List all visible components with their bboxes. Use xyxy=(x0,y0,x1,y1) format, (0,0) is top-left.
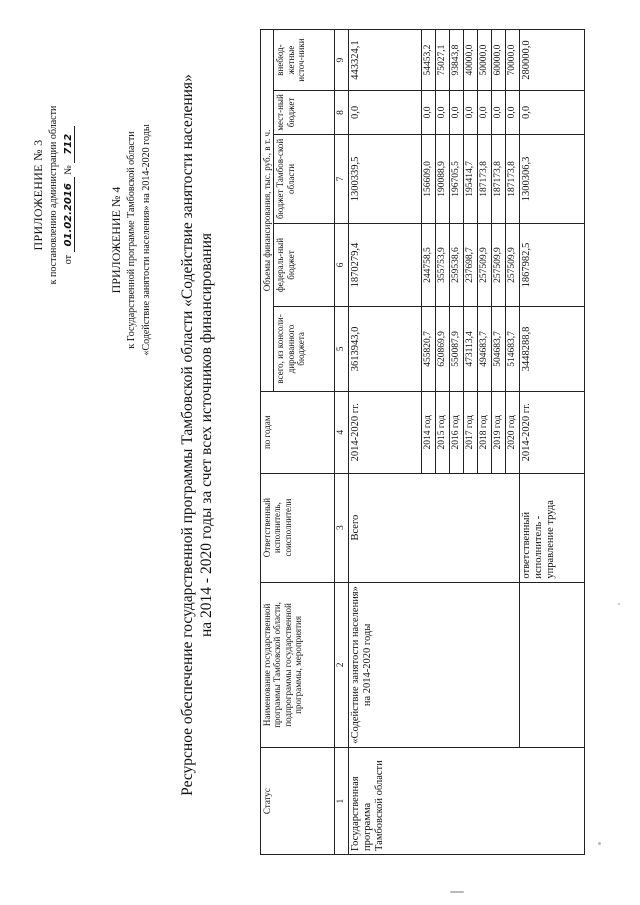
program-total-row xyxy=(349,30,422,855)
block1-regional: 1300339,5 xyxy=(349,134,422,223)
header-row-1 xyxy=(261,30,274,855)
year-regional: 187173,8 xyxy=(491,134,505,223)
document-title xyxy=(178,55,217,815)
scan-speck xyxy=(618,603,620,605)
scan-speck xyxy=(598,842,601,845)
header-funding-group: Объемы финансирования, тыс. руб., в т. ч. xyxy=(261,30,274,392)
header-status: Статус xyxy=(261,748,335,855)
header-by-years: по годам xyxy=(261,391,335,473)
col-number: 7 xyxy=(335,134,349,223)
header-executor: Ответственный исполнитель, соисполнители xyxy=(261,473,335,582)
header-regional: бюджет Тамбов-ской области xyxy=(274,134,335,223)
col-number: 5 xyxy=(335,306,349,391)
year-offbudget: 54453,2 xyxy=(422,30,436,91)
header-local: мест-ный бюджет xyxy=(274,91,335,135)
appendix3-header xyxy=(30,30,76,360)
program-name: «Содействие занятости населения» на 2014-2020 годы xyxy=(349,582,519,748)
year-federal: 237698,7 xyxy=(464,224,478,307)
appendix4-line2: «Содействие занятости населения» на 2014-2020 годы xyxy=(140,124,152,356)
year-total: 550087,9 xyxy=(450,306,464,391)
block1-offbudget: 443324,1 xyxy=(349,30,422,91)
appendix4-header xyxy=(108,20,154,460)
year-offbudget: 40000,0 xyxy=(464,30,478,91)
year-total: 504683,7 xyxy=(491,306,505,391)
col-number: 6 xyxy=(335,224,349,307)
year-regional: 156609,0 xyxy=(422,134,436,223)
appendix3-date: 01.02.2016 xyxy=(63,177,75,252)
year-local: 0,0 xyxy=(491,91,505,135)
col-number: 2 xyxy=(335,582,349,748)
year-local: 0,0 xyxy=(477,91,491,135)
year-local: 0,0 xyxy=(436,91,450,135)
appendix3-line1: к постановлению администрации области xyxy=(48,105,60,285)
appendix3-number-label: № xyxy=(62,165,74,175)
year-offbudget: 50000,0 xyxy=(477,30,491,91)
header-federal: федераль-ный бюджет xyxy=(274,224,335,307)
block2-federal: 1867982,5 xyxy=(519,224,584,307)
funding-table xyxy=(260,29,585,855)
block1-local: 0,0 xyxy=(349,91,422,135)
block1-period: 2014-2020 гг. xyxy=(349,391,422,473)
col-number: 4 xyxy=(335,391,349,473)
document-title-line1: Ресурсное обеспечение государственной программы Тамбовской области «Содействие занятости населения» xyxy=(179,74,196,796)
block2-local: 0,0 xyxy=(519,91,584,135)
year-total: 455820,7 xyxy=(422,306,436,391)
block2-period: 2014-2020 гг. xyxy=(519,391,584,473)
col-number: 1 xyxy=(335,748,349,855)
document-title-line2: на 2014 - 2020 годы за счет всех источников финансирования xyxy=(198,233,216,638)
year-federal: 257509,9 xyxy=(505,224,519,307)
block1-executor: Всего xyxy=(349,473,519,582)
year-regional: 196705,5 xyxy=(450,134,464,223)
year-federal: 244758,5 xyxy=(422,224,436,307)
appendix4-title: ПРИЛОЖЕНИЕ № 4 xyxy=(109,186,123,294)
year-federal: 257509,9 xyxy=(477,224,491,307)
appendix3-number: 712 xyxy=(63,126,75,163)
year-label: 2016 год xyxy=(450,391,464,473)
col-number: 3 xyxy=(335,473,349,582)
header-name: Наименование государственной программы Тамбовской области, подпрограммы государственной программы, мероприятия xyxy=(261,582,335,748)
year-label: 2014 год xyxy=(422,391,436,473)
year-total: 514683,7 xyxy=(505,306,519,391)
appendix3-title: ПРИЛОЖЕНИЕ № 3 xyxy=(31,139,45,251)
year-label: 2015 год xyxy=(436,391,450,473)
year-regional: 187173,8 xyxy=(477,134,491,223)
year-total: 620869,9 xyxy=(436,306,450,391)
program-status: Государственная программа Тамбовской области xyxy=(349,748,584,855)
year-label: 2020 год xyxy=(505,391,519,473)
year-local: 0,0 xyxy=(505,91,519,135)
year-offbudget: 60000,0 xyxy=(491,30,505,91)
scan-speck xyxy=(450,891,464,893)
year-federal: 355753,9 xyxy=(436,224,450,307)
year-federal: 257509,9 xyxy=(491,224,505,307)
empty-cell xyxy=(519,582,584,748)
year-label: 2019 год xyxy=(491,391,505,473)
year-federal: 259538,6 xyxy=(450,224,464,307)
appendix3-from-label: от xyxy=(62,254,74,265)
year-offbudget: 75027,1 xyxy=(436,30,450,91)
col-number: 8 xyxy=(335,91,349,135)
year-regional: 195414,7 xyxy=(464,134,478,223)
year-offbudget: 93843,8 xyxy=(450,30,464,91)
block2-regional: 1300306,3 xyxy=(519,134,584,223)
block2-total: 3448288,8 xyxy=(519,306,584,391)
block2-offbudget: 280000,0 xyxy=(519,30,584,91)
year-local: 0,0 xyxy=(464,91,478,135)
year-label: 2018 год xyxy=(477,391,491,473)
executor-total-row xyxy=(519,30,584,855)
header-offbudget: внебюд-жетные источ-ники xyxy=(274,30,335,91)
col-number: 9 xyxy=(335,30,349,91)
block1-total: 3613943,0 xyxy=(349,306,422,391)
year-total: 473113,4 xyxy=(464,306,478,391)
appendix4-line1: к Государственной программе Тамбовской области xyxy=(126,131,138,349)
year-regional: 190088,9 xyxy=(436,134,450,223)
block2-executor: ответственный исполнитель - управление труда xyxy=(519,473,584,582)
column-number-row xyxy=(335,30,349,855)
year-offbudget: 70000,0 xyxy=(505,30,519,91)
year-local: 0,0 xyxy=(422,91,436,135)
appendix3-date-line xyxy=(62,30,77,360)
year-total: 494683,7 xyxy=(477,306,491,391)
year-regional: 187173,8 xyxy=(505,134,519,223)
year-local: 0,0 xyxy=(450,91,464,135)
header-total: всего, из консоли-дированного бюджета xyxy=(274,306,335,391)
year-label: 2017 год xyxy=(464,391,478,473)
block1-federal: 1870279,4 xyxy=(349,224,422,307)
